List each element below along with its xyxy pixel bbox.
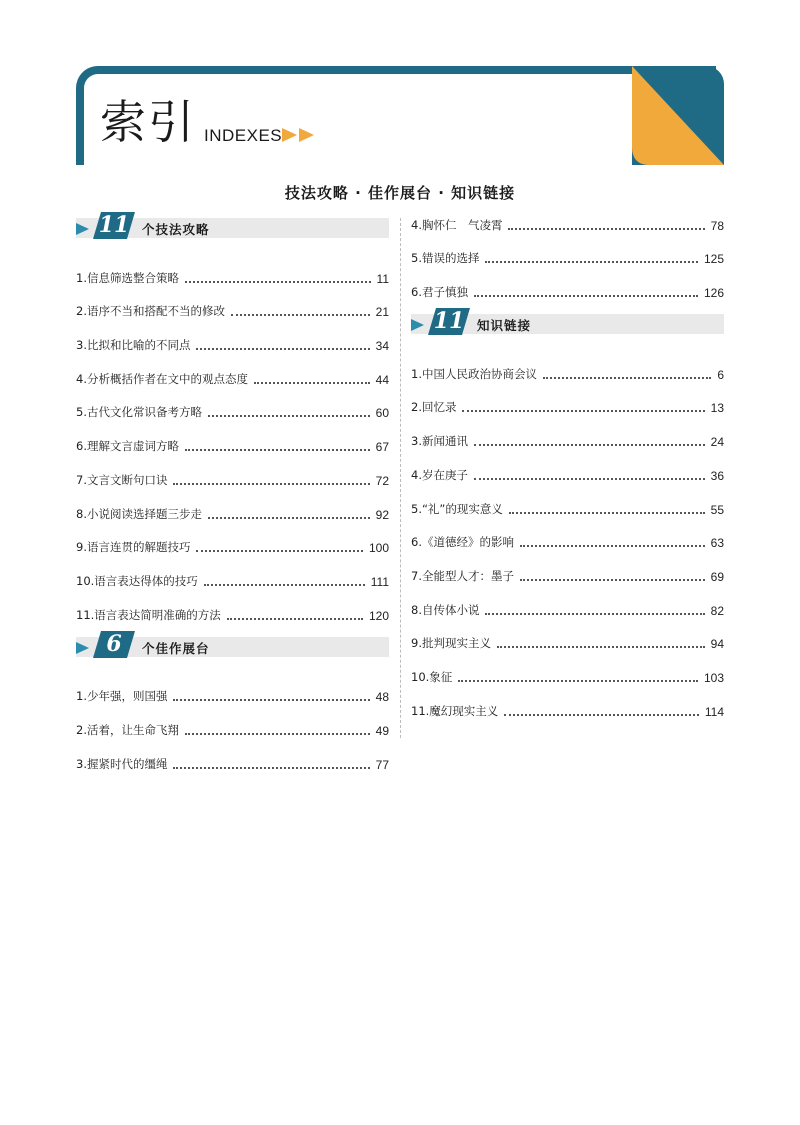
entry-label: 7.全能型人才：墨子 (411, 568, 514, 583)
dot-leader (208, 517, 370, 519)
index-entry[interactable] (411, 622, 724, 656)
knowledge-list (411, 352, 724, 723)
entry-page-number: 92 (375, 507, 389, 522)
dot-leader (504, 714, 699, 716)
index-entry[interactable] (76, 458, 389, 492)
dot-leader (173, 767, 369, 769)
dot-leader (227, 618, 363, 620)
entry-page-number: 55 (710, 502, 724, 517)
index-subtitle: INDEXES (204, 126, 283, 145)
dot-leader (497, 646, 705, 648)
entry-label: 8.自传体小说 (411, 602, 480, 617)
entry-page-number: 44 (375, 372, 389, 387)
entry-page-number: 34 (375, 339, 389, 354)
entry-label: 8.小说阅读选择题三步走 (76, 506, 202, 521)
entry-label: 10.语言表达得体的技巧 (76, 573, 198, 588)
dot-leader (231, 314, 370, 316)
dot-leader (185, 733, 370, 735)
index-entry[interactable] (411, 588, 724, 622)
entry-label: 11.魔幻现实主义 (411, 703, 499, 718)
entry-page-number: 120 (368, 608, 389, 623)
index-entry[interactable] (76, 256, 389, 290)
entry-page-number: 36 (710, 468, 724, 483)
page-header (76, 66, 724, 165)
entry-label: 11.语言表达简明准确的方法 (76, 607, 221, 622)
entry-label: 10.象征 (411, 669, 453, 684)
entry-label: 2.活着，让生命飞翔 (76, 722, 179, 737)
dot-leader (185, 281, 371, 283)
index-entry[interactable] (76, 492, 389, 526)
entry-page-number: 21 (375, 305, 389, 320)
entry-page-number: 13 (710, 401, 724, 416)
triangle-arrow-icon (411, 319, 424, 331)
entry-page-number: 100 (368, 541, 389, 556)
index-entry[interactable] (411, 655, 724, 689)
entry-label: 1.中国人民政治协商会议 (411, 366, 537, 381)
entry-page-number: 11 (376, 271, 389, 286)
entry-page-number: 69 (710, 569, 724, 584)
dot-leader (508, 228, 704, 230)
index-entry[interactable] (411, 419, 724, 453)
entry-label: 1.少年强，则国强 (76, 689, 168, 704)
dot-leader (485, 613, 704, 615)
dot-leader (520, 545, 705, 547)
dot-leader (462, 410, 704, 412)
index-entry[interactable] (76, 424, 389, 458)
left-column (76, 212, 389, 776)
index-entry[interactable] (76, 357, 389, 391)
entry-page-number: 82 (710, 603, 724, 618)
entry-page-number: 78 (710, 218, 724, 233)
entry-label: 6.理解文言虚词方略 (76, 439, 179, 454)
triangle-arrow-icon (76, 642, 89, 654)
entry-label: 2.回忆录 (411, 400, 457, 415)
entry-page-number: 6 (717, 367, 724, 382)
index-entry[interactable] (411, 352, 724, 386)
entry-page-number: 77 (375, 757, 389, 772)
works-list-continued (411, 203, 724, 304)
entry-page-number: 49 (375, 723, 389, 738)
entry-label: 4.岁在庚子 (411, 467, 468, 482)
dot-leader (196, 550, 362, 552)
entry-label: 3.比拟和比喻的不同点 (76, 338, 191, 353)
right-column (411, 218, 724, 723)
dot-leader (173, 483, 369, 485)
entry-label: 6.君子慎独 (411, 285, 468, 300)
entry-page-number: 24 (710, 435, 724, 450)
section-title: 个佳作展台 (142, 640, 210, 656)
entry-page-number: 94 (710, 637, 724, 652)
entry-page-number: 48 (375, 690, 389, 705)
dot-leader (254, 382, 370, 384)
entry-label: 7.文言文断句口诀 (76, 472, 168, 487)
entry-page-number: 63 (710, 536, 724, 551)
index-entry[interactable] (411, 689, 724, 723)
index-entry[interactable] (76, 323, 389, 357)
index-entry[interactable] (411, 386, 724, 420)
header-corner-decoration (632, 66, 724, 165)
section-header-works (76, 630, 389, 657)
entry-page-number: 67 (375, 440, 389, 455)
index-entry[interactable] (76, 675, 389, 709)
index-title: 索引 (100, 95, 196, 149)
entry-label: 2.语序不当和搭配不当的修改 (76, 304, 225, 319)
index-entry[interactable] (411, 237, 724, 271)
entry-label: 5.古代文化常识备考方略 (76, 405, 202, 420)
entry-page-number: 125 (703, 252, 724, 267)
dot-leader (185, 449, 370, 451)
badge-number: 11 (433, 308, 465, 335)
dot-leader (208, 415, 370, 417)
triangle-arrow-icon (76, 223, 89, 235)
entry-label: 3.握紧时代的缰绳 (76, 756, 168, 771)
badge-number: 6 (106, 630, 122, 657)
entry-label: 3.新闻通讯 (411, 434, 468, 449)
entry-label: 1.信息筛选整合策略 (76, 270, 179, 285)
index-entry[interactable] (411, 521, 724, 555)
badge-number: 11 (98, 212, 130, 238)
entry-label: 5.错误的选择 (411, 251, 480, 266)
dot-leader (543, 377, 711, 379)
dot-leader (173, 699, 369, 701)
entry-page-number: 111 (370, 574, 389, 589)
index-entry[interactable] (411, 487, 724, 521)
entry-label: 9.语言连贯的解题技巧 (76, 540, 191, 555)
index-entry[interactable] (76, 593, 389, 627)
entry-label: 4.分析概括作者在文中的观点态度 (76, 371, 248, 386)
dot-leader (474, 295, 698, 297)
entry-page-number: 72 (375, 473, 389, 488)
entry-page-number: 60 (375, 406, 389, 421)
index-entry[interactable] (411, 203, 724, 237)
entry-label: 9.批判现实主义 (411, 636, 491, 651)
techniques-list (76, 256, 389, 627)
section-header-techniques (76, 212, 389, 238)
dot-leader (509, 512, 705, 514)
section-title: 个技法攻略 (142, 222, 210, 237)
section-header-knowledge (411, 308, 724, 335)
entry-label: 4.胸怀仁 气凌霄 (411, 217, 503, 232)
dot-leader (474, 478, 705, 480)
works-list (76, 675, 389, 776)
index-entry[interactable] (411, 270, 724, 304)
dot-leader (474, 444, 705, 446)
index-entry[interactable] (76, 290, 389, 324)
index-entry[interactable] (76, 559, 389, 593)
section-title: 知识链接 (477, 318, 532, 334)
index-entry[interactable] (76, 708, 389, 742)
entry-page-number: 126 (703, 286, 724, 301)
entry-label: 6.《道德经》的影响 (411, 535, 514, 550)
dot-leader (196, 348, 369, 350)
entry-page-number: 103 (703, 670, 724, 685)
dot-leader (520, 579, 705, 581)
index-entry[interactable] (411, 453, 724, 487)
dot-leader (485, 261, 697, 263)
dot-leader (204, 584, 365, 586)
index-entry[interactable] (76, 391, 389, 425)
double-arrow-icon (282, 128, 316, 142)
column-divider (400, 218, 401, 738)
page-subtitle: 技法攻略 · 佳作展台 · 知识链接 (284, 184, 516, 202)
index-entry[interactable] (76, 526, 389, 560)
entry-page-number: 114 (704, 704, 724, 719)
index-entry[interactable] (411, 554, 724, 588)
dot-leader (458, 680, 698, 682)
index-entry[interactable] (76, 742, 389, 776)
entry-label: 5.“礼”的现实意义 (411, 501, 503, 516)
